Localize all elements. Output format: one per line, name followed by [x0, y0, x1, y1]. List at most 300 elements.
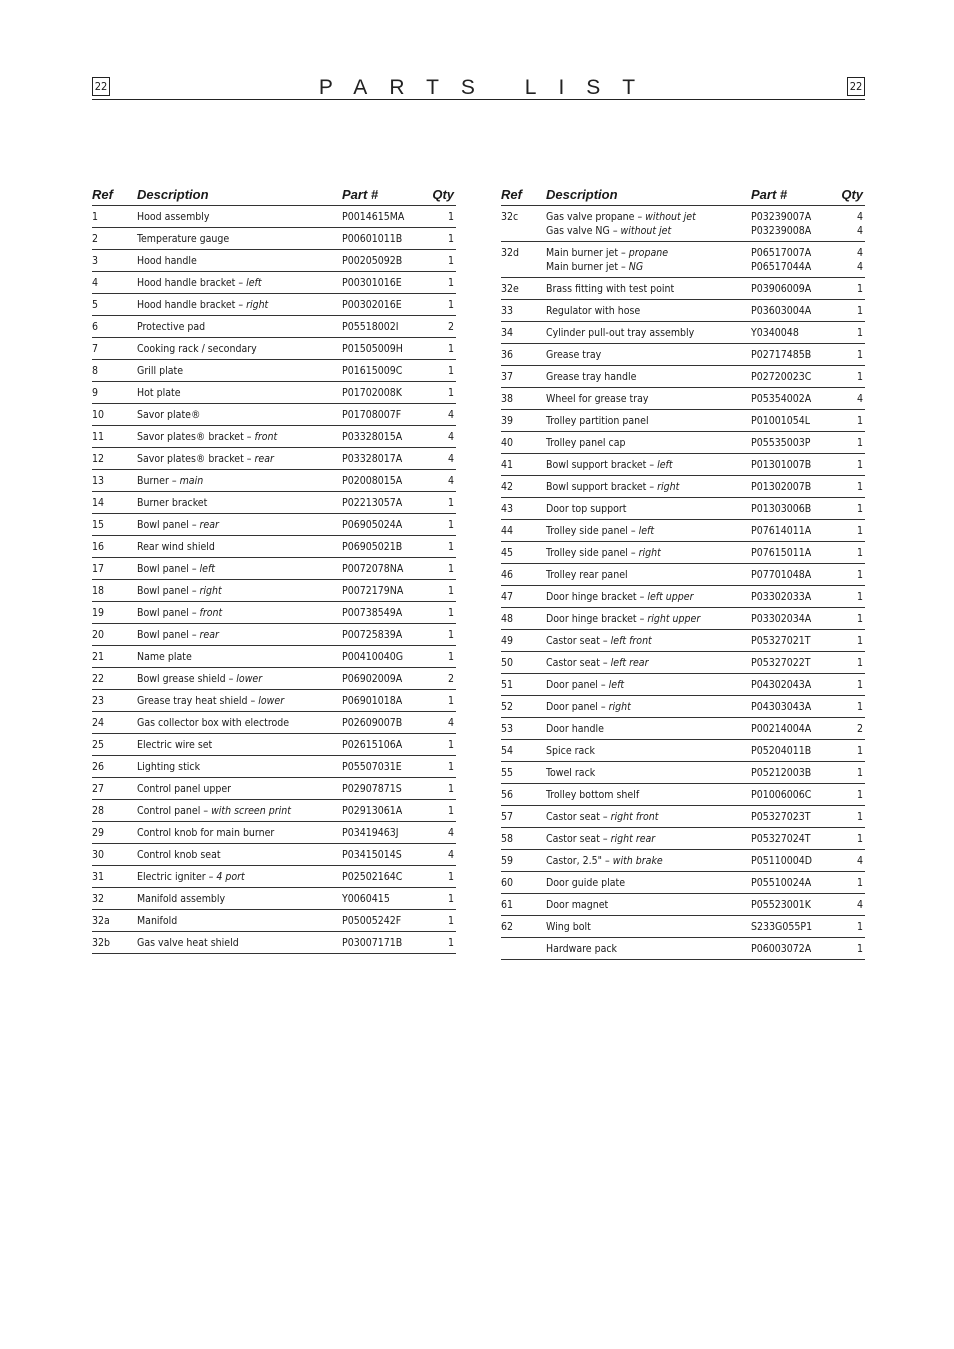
description-text: Electric wire set	[137, 739, 213, 751]
description-line	[546, 436, 751, 450]
description-variant: with screen print	[211, 805, 291, 817]
qty-value: 4	[856, 393, 863, 405]
description-cell	[546, 850, 751, 872]
table-row	[92, 888, 456, 910]
description-variant: right	[608, 701, 631, 713]
qty-cell	[426, 382, 456, 404]
description-cell	[546, 630, 751, 652]
description-cell	[546, 520, 751, 542]
part-number-cell	[751, 608, 835, 630]
ref-cell: 48	[501, 608, 546, 630]
description-line	[137, 584, 342, 598]
qty-value: 1	[856, 701, 863, 713]
part-number-cell	[342, 426, 426, 448]
ref-cell: 24	[92, 712, 137, 734]
ref-cell: 25	[92, 734, 137, 756]
parts-table-left	[92, 186, 456, 954]
description-line	[137, 496, 342, 510]
description-variant: left	[608, 679, 625, 691]
ref-cell: 32d	[501, 242, 546, 278]
description-text: Control knob for main burner	[137, 827, 275, 839]
part-number-cell	[342, 756, 426, 778]
description-cell	[546, 498, 751, 520]
qty-value: 1	[447, 233, 454, 245]
description-text: Trolley panel cap	[546, 437, 626, 449]
description-line	[137, 936, 342, 950]
qty-cell	[426, 558, 456, 580]
description-cell	[546, 278, 751, 300]
description-text: Cooking rack / secondary	[137, 343, 257, 355]
table-row	[501, 498, 865, 520]
qty-value: 1	[856, 745, 863, 757]
table-row	[92, 602, 456, 624]
description-line	[137, 342, 342, 356]
description-cell	[546, 916, 751, 938]
description-text: Hood assembly	[137, 211, 210, 223]
qty-value: 1	[447, 937, 454, 949]
part-number: P03603004A	[751, 305, 812, 317]
description-variant: without jet	[620, 225, 672, 237]
ref-cell: 11	[92, 426, 137, 448]
description-cell	[546, 894, 751, 916]
part-number: P05354002A	[751, 393, 812, 405]
qty-value: 1	[856, 591, 863, 603]
qty-value: 1	[856, 679, 863, 691]
ref-cell: 28	[92, 800, 137, 822]
part-number-cell	[342, 360, 426, 382]
description-text: Bowl panel –	[137, 585, 200, 597]
ref-cell: 3	[92, 250, 137, 272]
qty-cell	[426, 690, 456, 712]
part-number: P03419463J	[342, 827, 399, 839]
description-variant: right upper	[647, 613, 701, 625]
description-cell	[137, 822, 342, 844]
ref-cell: 16	[92, 536, 137, 558]
part-number-cell	[751, 564, 835, 586]
part-number-cell	[342, 602, 426, 624]
description-cell	[137, 536, 342, 558]
part-number-cell	[342, 624, 426, 646]
qty-value: 4	[447, 717, 454, 729]
part-number-cell	[342, 382, 426, 404]
description-line	[137, 430, 342, 444]
qty-value: 4	[856, 855, 863, 867]
table-row	[501, 674, 865, 696]
qty-cell	[426, 492, 456, 514]
part-number: P02717485B	[751, 349, 812, 361]
qty-cell	[835, 784, 865, 806]
table-row	[501, 806, 865, 828]
description-line	[137, 650, 342, 664]
part-number: P03302033A	[751, 591, 812, 603]
description-cell	[546, 300, 751, 322]
table-row	[92, 294, 456, 316]
description-text: Gas valve propane –	[546, 211, 646, 223]
part-number-cell	[342, 492, 426, 514]
table-row	[501, 762, 865, 784]
part-number-cell	[751, 872, 835, 894]
ref-cell: 6	[92, 316, 137, 338]
ref-cell: 22	[92, 668, 137, 690]
description-variant: lower	[236, 673, 263, 685]
qty-value: 4	[856, 225, 863, 237]
ref-cell: 55	[501, 762, 546, 784]
qty-cell	[835, 300, 865, 322]
table-row	[501, 410, 865, 432]
description-line	[546, 392, 751, 406]
part-number: P05535003P	[751, 437, 811, 449]
qty-value: 1	[856, 459, 863, 471]
qty-cell	[426, 580, 456, 602]
table-row	[92, 756, 456, 778]
table-header-row	[92, 186, 456, 206]
description-line	[546, 458, 751, 472]
qty-cell	[426, 360, 456, 382]
description-cell	[137, 668, 342, 690]
part-number: P01702008K	[342, 387, 402, 399]
description-text: Rear wind shield	[137, 541, 215, 553]
part-number-cell	[342, 316, 426, 338]
description-line	[137, 804, 342, 818]
part-number: P05327024T	[751, 833, 811, 845]
description-text: Manifold assembly	[137, 893, 226, 905]
part-number: P06902009A	[342, 673, 403, 685]
description-text: Bowl grease shield –	[137, 673, 237, 685]
part-number: P02008015A	[342, 475, 403, 487]
table-row	[92, 558, 456, 580]
table-row	[92, 206, 456, 228]
ref-cell: 19	[92, 602, 137, 624]
description-text: Brass fitting with test point	[546, 283, 675, 295]
part-number: P04303043A	[751, 701, 812, 713]
table-header-row	[501, 186, 865, 206]
description-cell	[546, 696, 751, 718]
qty-value: 1	[856, 415, 863, 427]
description-cell	[137, 382, 342, 404]
table-row	[501, 740, 865, 762]
part-number: P06905024A	[342, 519, 403, 531]
qty-cell	[835, 564, 865, 586]
qty-cell	[426, 602, 456, 624]
column-header-qty: Qty	[426, 186, 456, 206]
ref-cell: 39	[501, 410, 546, 432]
description-line	[137, 892, 342, 906]
part-number-cell	[751, 542, 835, 564]
part-number-cell	[751, 454, 835, 476]
qty-cell	[835, 322, 865, 344]
description-cell	[137, 360, 342, 382]
ref-cell: 32	[92, 888, 137, 910]
description-line	[137, 298, 342, 312]
description-text: Hardware pack	[546, 943, 618, 955]
description-variant: right front	[610, 811, 659, 823]
part-number-cell	[342, 690, 426, 712]
qty-value: 1	[447, 343, 454, 355]
qty-value: 4	[856, 211, 863, 223]
table-row	[501, 432, 865, 454]
ref-cell: 10	[92, 404, 137, 426]
description-cell	[546, 542, 751, 564]
description-cell	[546, 322, 751, 344]
description-line	[137, 408, 342, 422]
description-cell	[546, 388, 751, 410]
description-text: Grease tray handle	[546, 371, 637, 383]
qty-cell	[835, 476, 865, 498]
qty-cell	[835, 278, 865, 300]
description-text: Door panel –	[546, 679, 609, 691]
part-number: P05327022T	[751, 657, 811, 669]
description-line	[546, 480, 751, 494]
description-cell	[137, 294, 342, 316]
ref-cell: 47	[501, 586, 546, 608]
part-number-cell	[751, 740, 835, 762]
table-row	[92, 580, 456, 602]
qty-value: 1	[447, 651, 454, 663]
ref-cell: 30	[92, 844, 137, 866]
qty-cell	[835, 586, 865, 608]
part-number: P00738549A	[342, 607, 403, 619]
ref-cell: 34	[501, 322, 546, 344]
description-line	[137, 628, 342, 642]
part-number-cell	[342, 844, 426, 866]
description-line	[137, 562, 342, 576]
description-line	[546, 210, 751, 224]
description-cell	[546, 432, 751, 454]
description-cell	[546, 586, 751, 608]
table-row	[501, 564, 865, 586]
description-text: Hood handle	[137, 255, 197, 267]
description-cell	[137, 778, 342, 800]
qty-cell	[835, 432, 865, 454]
part-number-cell	[751, 498, 835, 520]
table-row	[92, 338, 456, 360]
table-row	[501, 784, 865, 806]
description-text: Hood handle bracket –	[137, 299, 247, 311]
qty-value: 1	[856, 503, 863, 515]
description-text: Castor seat –	[546, 833, 611, 845]
description-text: Trolley partition panel	[546, 415, 649, 427]
description-text: Trolley rear panel	[546, 569, 628, 581]
qty-value: 2	[447, 321, 454, 333]
table-row	[501, 388, 865, 410]
table-row	[92, 646, 456, 668]
part-number-cell	[751, 652, 835, 674]
description-text: Grill plate	[137, 365, 184, 377]
part-number-cell	[751, 806, 835, 828]
description-variant: left	[638, 525, 655, 537]
qty-cell	[426, 338, 456, 360]
part-number-cell	[751, 674, 835, 696]
description-line	[546, 546, 751, 560]
description-line	[137, 826, 342, 840]
table-row	[92, 734, 456, 756]
table-row	[501, 850, 865, 872]
description-cell	[137, 800, 342, 822]
ref-cell: 53	[501, 718, 546, 740]
qty-cell	[426, 470, 456, 492]
qty-value: 1	[856, 833, 863, 845]
part-number-cell	[751, 850, 835, 872]
description-text: Bowl panel –	[137, 629, 200, 641]
description-line	[137, 210, 342, 224]
qty-cell	[426, 778, 456, 800]
part-number-cell	[751, 762, 835, 784]
description-line	[137, 254, 342, 268]
part-number: P06901018A	[342, 695, 403, 707]
ref-cell: 21	[92, 646, 137, 668]
table-row	[501, 630, 865, 652]
qty-value: 1	[447, 805, 454, 817]
table-row	[501, 828, 865, 850]
ref-cell: 4	[92, 272, 137, 294]
qty-value: 4	[447, 409, 454, 421]
description-line	[546, 744, 751, 758]
part-number: P00302016E	[342, 299, 402, 311]
table-row	[501, 300, 865, 322]
description-line	[546, 590, 751, 604]
description-text: Savor plate®	[137, 409, 201, 421]
description-cell	[137, 272, 342, 294]
parts-table-right	[501, 186, 865, 960]
description-cell	[137, 844, 342, 866]
description-cell	[546, 740, 751, 762]
description-text: Castor seat –	[546, 657, 611, 669]
table-row	[92, 404, 456, 426]
part-number: P00214004A	[751, 723, 812, 735]
table-row	[92, 910, 456, 932]
part-number: P03906009A	[751, 283, 812, 295]
description-text: Castor, 2.5" –	[546, 855, 613, 867]
part-number: P05327023T	[751, 811, 811, 823]
description-line	[546, 224, 751, 238]
part-number: P05005242F	[342, 915, 402, 927]
part-number: Y0060415	[342, 893, 390, 905]
qty-value: 1	[856, 635, 863, 647]
part-number: P05204011B	[751, 745, 812, 757]
description-text: Savor plates® bracket –	[137, 431, 255, 443]
description-variant: left	[246, 277, 262, 289]
qty-value: 1	[447, 277, 454, 289]
part-number: P0072179NA	[342, 585, 404, 597]
description-cell	[546, 872, 751, 894]
part-number-cell	[342, 668, 426, 690]
description-cell	[546, 476, 751, 498]
column-header-description: Description	[546, 186, 751, 206]
description-cell	[137, 624, 342, 646]
table-row	[92, 536, 456, 558]
part-number-cell	[342, 888, 426, 910]
part-number-cell	[751, 520, 835, 542]
ref-cell: 43	[501, 498, 546, 520]
part-number: P05212003B	[751, 767, 812, 779]
table-row	[501, 520, 865, 542]
table-row	[92, 866, 456, 888]
description-variant: right	[199, 585, 222, 597]
description-line	[137, 694, 342, 708]
description-cell	[137, 448, 342, 470]
description-cell	[137, 492, 342, 514]
description-text: Door hinge bracket –	[546, 591, 648, 603]
qty-value: 4	[856, 247, 863, 259]
description-cell	[137, 206, 342, 228]
description-cell	[137, 404, 342, 426]
description-cell	[137, 888, 342, 910]
qty-value: 1	[856, 371, 863, 383]
part-number-cell	[342, 866, 426, 888]
ref-cell: 60	[501, 872, 546, 894]
description-text: Wheel for grease tray	[546, 393, 649, 405]
description-line	[137, 474, 342, 488]
qty-value: 4	[856, 899, 863, 911]
description-line	[137, 518, 342, 532]
ref-cell: 17	[92, 558, 137, 580]
ref-cell: 9	[92, 382, 137, 404]
page-number-right: 22	[847, 77, 865, 96]
ref-cell	[501, 938, 546, 960]
description-cell	[546, 410, 751, 432]
qty-cell	[835, 454, 865, 476]
qty-cell	[426, 514, 456, 536]
table-row	[92, 470, 456, 492]
description-cell	[137, 228, 342, 250]
part-number-cell	[751, 322, 835, 344]
part-number: P05507031E	[342, 761, 402, 773]
ref-cell: 18	[92, 580, 137, 602]
qty-value: 4	[447, 827, 454, 839]
part-number-cell	[751, 938, 835, 960]
description-text: Castor seat –	[546, 811, 611, 823]
table-row	[92, 690, 456, 712]
part-number: P01001054L	[751, 415, 811, 427]
ref-cell: 40	[501, 432, 546, 454]
part-number-cell	[751, 894, 835, 916]
description-text: Regulator with hose	[546, 305, 641, 317]
qty-cell	[426, 756, 456, 778]
ref-cell: 29	[92, 822, 137, 844]
description-text: Trolley side panel –	[546, 525, 639, 537]
description-cell	[546, 718, 751, 740]
description-line	[546, 568, 751, 582]
ref-cell: 15	[92, 514, 137, 536]
qty-cell	[426, 932, 456, 954]
qty-value: 2	[856, 723, 863, 735]
description-line	[546, 634, 751, 648]
table-row	[501, 894, 865, 916]
part-number-cell	[751, 344, 835, 366]
column-header-ref: Ref	[92, 186, 137, 206]
qty-value: 1	[447, 519, 454, 531]
part-number: P01708007F	[342, 409, 402, 421]
page-number-left: 22	[92, 77, 110, 96]
qty-value: 1	[856, 613, 863, 625]
table-row	[92, 272, 456, 294]
qty-value: 1	[447, 497, 454, 509]
description-text: Burner –	[137, 475, 180, 487]
description-text: Grease tray heat shield –	[137, 695, 259, 707]
qty-value: 1	[856, 327, 863, 339]
description-cell	[546, 564, 751, 586]
description-line	[137, 386, 342, 400]
part-number-cell	[751, 242, 835, 278]
ref-cell: 5	[92, 294, 137, 316]
description-line	[546, 832, 751, 846]
description-text: Protective pad	[137, 321, 206, 333]
qty-cell	[835, 410, 865, 432]
description-line	[137, 606, 342, 620]
qty-cell	[426, 316, 456, 338]
description-cell	[137, 250, 342, 272]
description-cell	[137, 470, 342, 492]
